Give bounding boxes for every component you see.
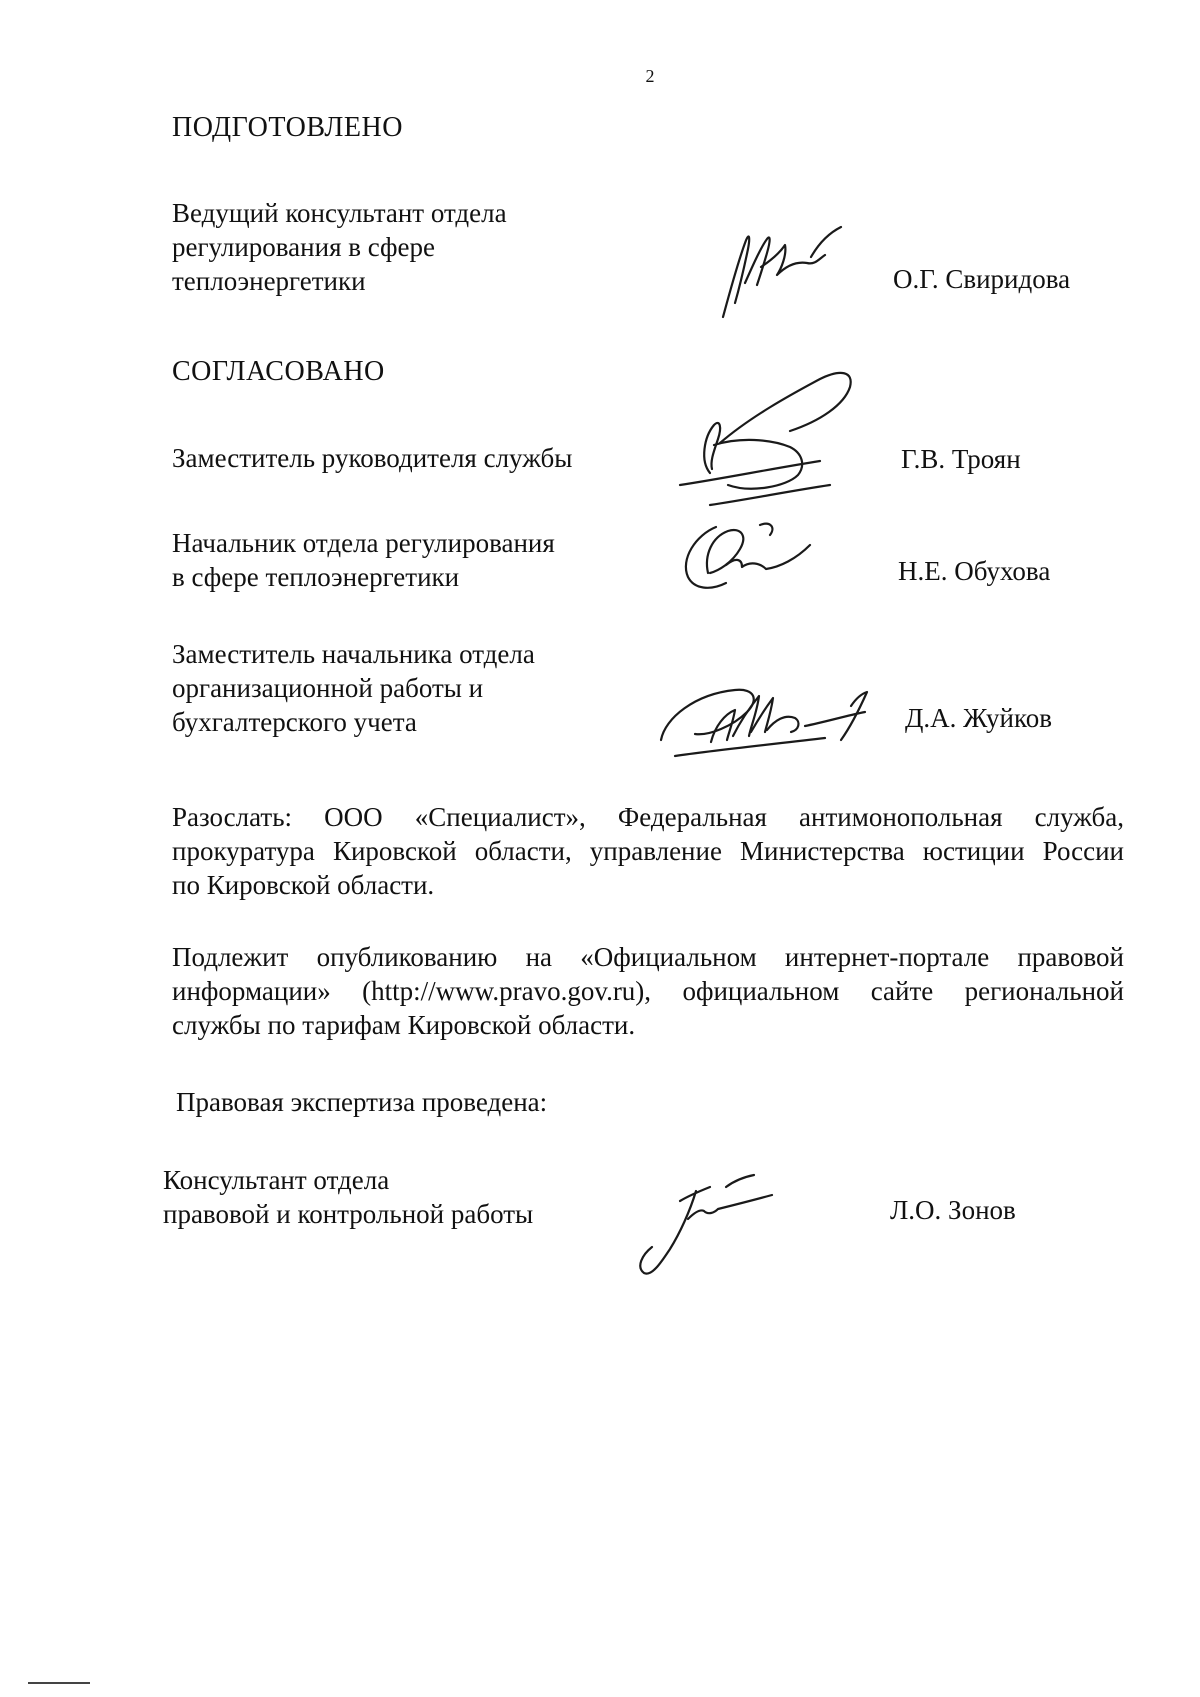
signature-zonov — [630, 1165, 780, 1285]
role-line: Консультант отдела — [163, 1165, 390, 1195]
distribution-paragraph — [172, 800, 1124, 902]
publication-paragraph — [172, 940, 1124, 1042]
signer-name: О.Г. Свиридова — [893, 264, 1071, 294]
signature-zhuykov — [655, 670, 890, 760]
publication-line: Подлежит опубликованию на «Официальном интернет-портале правовой — [172, 942, 1124, 972]
publication-line: информации» (http://www.pravo.gov.ru), официальном сайте региональной — [172, 976, 1124, 1006]
signer-name: Л.О. Зонов — [890, 1195, 1016, 1225]
agreed-role-troyan — [172, 441, 572, 475]
role-line: Заместитель руководителя службы — [172, 443, 573, 473]
role-line: бухгалтерского учета — [172, 707, 417, 737]
signer-name: Д.А. Жуйков — [905, 703, 1052, 733]
role-line: организационной работы и — [172, 673, 484, 703]
prepared-role — [172, 196, 507, 298]
role-line: правовой и контрольной работы — [163, 1199, 534, 1229]
signer-name: Г.В. Троян — [901, 444, 1021, 474]
signature-troyan — [670, 365, 880, 515]
role-line: Начальник отдела регулирования — [172, 528, 555, 558]
signature-sviridova — [715, 225, 865, 320]
prepared-role-line: регулирования в сфере — [172, 232, 436, 262]
agreed-role-zhuykov — [172, 637, 535, 739]
prepared-role-line: Ведущий консультант отдела — [172, 198, 507, 228]
agreed-heading: СОГЛАСОВАНО — [172, 356, 385, 387]
agreed-role-obukhova — [172, 526, 555, 594]
signer-name: Н.Е. Обухова — [898, 556, 1051, 586]
role-line: Заместитель начальника отдела — [172, 639, 535, 669]
distribution-line: по Кировской области. — [172, 870, 435, 900]
prepared-role-line: теплоэнергетики — [172, 266, 366, 296]
page-number: 2 — [645, 66, 655, 86]
role-line: в сфере теплоэнергетики — [172, 562, 460, 592]
prepared-heading: ПОДГОТОВЛЕНО — [172, 112, 403, 143]
distribution-line: Разослать: ООО «Специалист», Федеральная антимонопольная служба, — [172, 802, 1124, 832]
legal-review-heading: Правовая экспертиза проведена: — [176, 1087, 548, 1117]
signature-obukhova — [670, 515, 830, 595]
publication-line: службы по тарифам Кировской области. — [172, 1010, 636, 1040]
corner-mark — [28, 1682, 90, 1684]
distribution-line: прокуратура Кировской области, управление Министерства юстиции России — [172, 836, 1124, 866]
legal-review-role — [163, 1163, 533, 1231]
